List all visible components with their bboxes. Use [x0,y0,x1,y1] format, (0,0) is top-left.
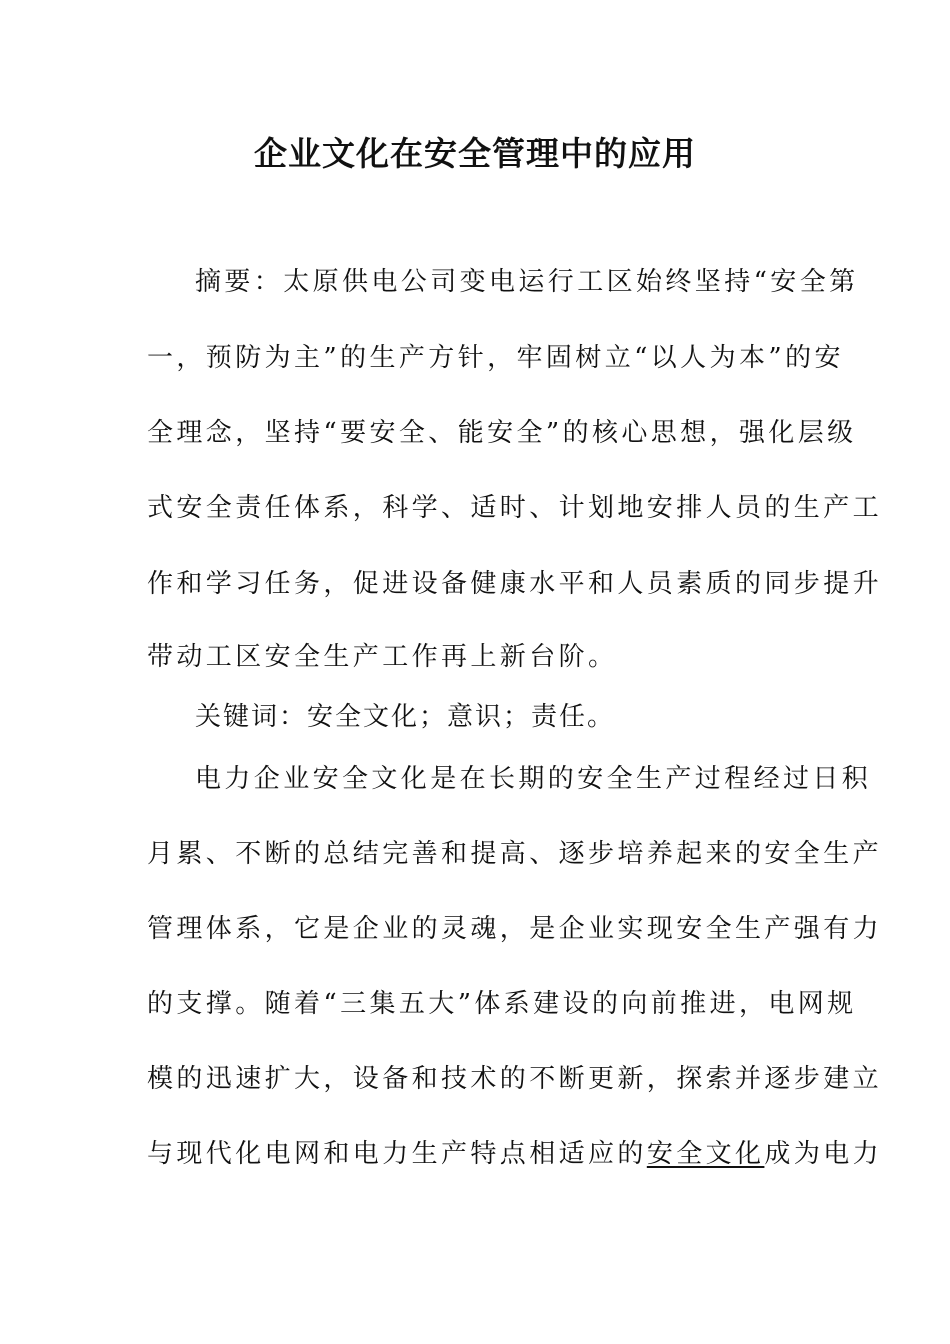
abstract-line: 摘要：太原供电公司变电运行工区始终坚持“安全第 [195,267,859,297]
abstract-line: 一，预防为主”的生产方针，牢固树立“以人为本”的安 [147,343,844,373]
safety-culture-link[interactable]: 安全文化 [646,1139,765,1169]
body-line: 月累、不断的总结完善和提高、逐步培养起来的安全生产 [147,839,883,869]
body-line: 模的迅速扩大，设备和技术的不断更新，探索并逐步建立 [147,1064,883,1094]
body-line: 管理体系，它是企业的灵魂，是企业实现安全生产强有力 [147,914,883,944]
body-text-before-link: 与现代化电网和电力生产特点相适应的 [147,1139,647,1169]
abstract-line: 带动工区安全生产工作再上新台阶。 [147,642,618,672]
body-line: 的支撑。随着“三集五大”体系建设的向前推进，电网规 [147,989,857,1019]
body-line: 电力企业安全文化是在长期的安全生产过程经过日积 [195,764,872,794]
body-text-after-link: 成为电力 [764,1139,883,1169]
document-title: 企业文化在安全管理中的应用 [254,134,696,173]
abstract-line: 作和学习任务，促进设备健康水平和人员素质的同步提升 [147,569,883,599]
body-line-with-link [147,1137,883,1171]
abstract-line: 式安全责任体系，科学、适时、计划地安排人员的生产工 [147,493,883,523]
abstract-line: 全理念，坚持“要安全、能安全”的核心思想，强化层级 [147,418,857,448]
keywords-line: 关键词：安全文化；意识；责任。 [195,702,616,732]
